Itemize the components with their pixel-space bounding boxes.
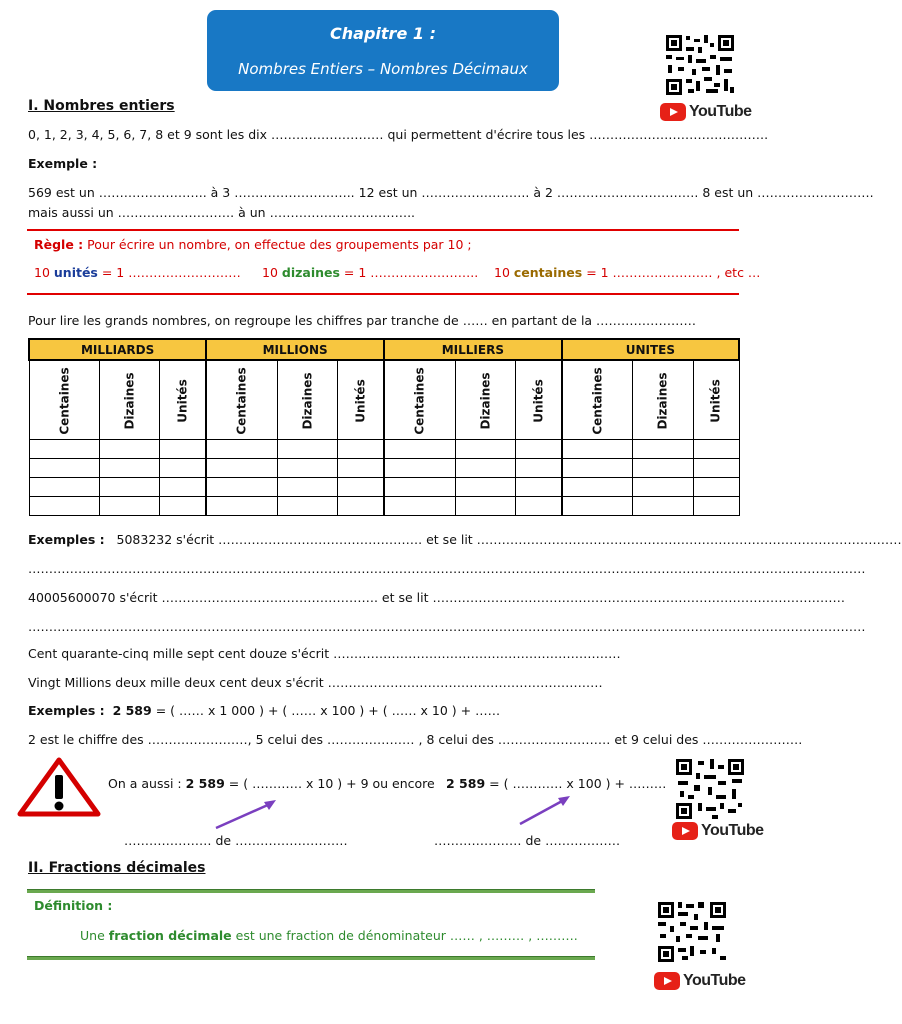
col-centaines: Centaines (235, 366, 250, 435)
group-milliers: MILLIERS (384, 339, 562, 360)
example-6: 2 est le chiffre des ……………………, 5 celui des ………………… , 8 celui des ……………………… et 9 celui des …………………… (28, 732, 803, 747)
youtube-play-icon (654, 972, 680, 990)
col-unites: Unités (175, 378, 190, 423)
under-line-2: ………………… de ……………… (434, 833, 621, 848)
example-2-continuation: ………………………………………………………………………………………………………………………………………………………………………………… (28, 619, 866, 634)
rule-hundreds: 10 centaines = 1 …………………… , etc … (494, 265, 761, 280)
example-3: Cent quarante-cinq mille sept cent douze s'écrit …………………………………………………………… (28, 646, 621, 661)
youtube-play-icon (660, 103, 686, 121)
table-row[interactable] (29, 459, 739, 478)
example-1-continuation: ………………………………………………………………………………………………………………………………………………………………………………… (28, 561, 866, 576)
group-millions: MILLIONS (206, 339, 384, 360)
rule-line (34, 237, 472, 252)
chapter-subtitle: Nombres Entiers – Nombres Décimaux (238, 60, 528, 78)
youtube-play-icon (672, 822, 698, 840)
youtube-logo[interactable]: YouTube (654, 972, 746, 990)
table-row[interactable] (29, 478, 739, 497)
rule-text: Pour écrire un nombre, on effectue des groupements par 10 ; (87, 237, 472, 252)
youtube-logo[interactable]: YouTube (672, 822, 764, 840)
grand-nombres-line: Pour lire les grands nombres, on regroupe les chiffres par tranche de …… en partant de la …………………… (28, 313, 697, 328)
chapter-title-box (207, 10, 559, 91)
arrow-icon (210, 796, 280, 832)
example-4: Vingt Millions deux mille deux cent deux s'écrit ………………………………………………………… (28, 675, 603, 690)
under-line-1: ………………… de ……………………… (124, 833, 348, 848)
warning-icon (17, 757, 101, 817)
col-dizaines: Dizaines (478, 371, 493, 430)
group-unites: UNITES (562, 339, 739, 360)
table-row[interactable] (29, 497, 739, 516)
intro-line: 0, 1, 2, 3, 4, 5, 6, 7, 8 et 9 sont les dix ……………………… qui permettent d'écrire tous les ……………………………………. (28, 127, 769, 142)
group-milliards: MILLIARDS (29, 339, 206, 360)
qr-code-icon[interactable] (674, 757, 746, 821)
section-2-title: II. Fractions décimales (28, 860, 206, 876)
rule-top-border (27, 229, 739, 231)
section-1-title: I. Nombres entiers (28, 98, 175, 114)
also-line-2: 2 589 = ( ………… x 100 ) + ……… (446, 776, 667, 791)
col-centaines: Centaines (412, 366, 427, 435)
qr-code-icon[interactable] (664, 33, 736, 97)
definition-label: Définition : (34, 898, 113, 913)
col-unites: Unités (353, 378, 368, 423)
arrow-icon (514, 792, 574, 828)
qr-code-icon[interactable] (656, 900, 728, 964)
col-centaines: Centaines (590, 366, 605, 435)
col-dizaines: Dizaines (122, 371, 137, 430)
youtube-logo[interactable]: YouTube (660, 103, 752, 121)
col-dizaines: Dizaines (655, 371, 670, 430)
example-2: 40005600070 s'écrit ……………………………………………. et se lit ……………………………………………………………………………………… (28, 590, 845, 605)
rule-label: Règle : (34, 237, 84, 252)
rule-bottom-border (27, 293, 739, 295)
examples-label: Exemples : (28, 532, 105, 547)
chapter-title: Chapitre 1 : (330, 24, 436, 43)
example-line-1: 569 est un …………………….. à 3 ……………………….. 12 est un …………………….. à 2 ……………………………. 8 est un ………………………. (28, 185, 874, 200)
example-5: Exemples : 2 589 = ( …… x 1 000 ) + ( …… x 100 ) + ( …… x 10 ) + …… (28, 703, 501, 718)
place-value-table (28, 338, 740, 516)
col-unites: Unités (531, 378, 546, 423)
rule-tens: 10 dizaines = 1 …………………….. (262, 265, 479, 280)
definition-bottom-border (27, 956, 595, 960)
also-line: On a aussi : 2 589 = ( ………… x 10 ) + 9 ou encore (108, 776, 435, 791)
col-unites: Unités (708, 378, 723, 423)
col-dizaines: Dizaines (300, 371, 315, 430)
definition-top-border (27, 889, 595, 893)
example-line-2: mais aussi un ………………………. à un …………………………….. (28, 205, 416, 220)
rule-units: 10 unités = 1 ……………………… (34, 265, 241, 280)
definition-text: Une fraction décimale est une fraction de dénominateur …… , ……… , ………. (80, 928, 578, 943)
example-label: Exemple : (28, 156, 98, 171)
col-centaines: Centaines (57, 366, 72, 435)
example-1: Exemples : 5083232 s'écrit …………………………………………. et se lit ………………………………………………………………………………………… (28, 532, 902, 547)
table-row[interactable] (29, 440, 739, 459)
